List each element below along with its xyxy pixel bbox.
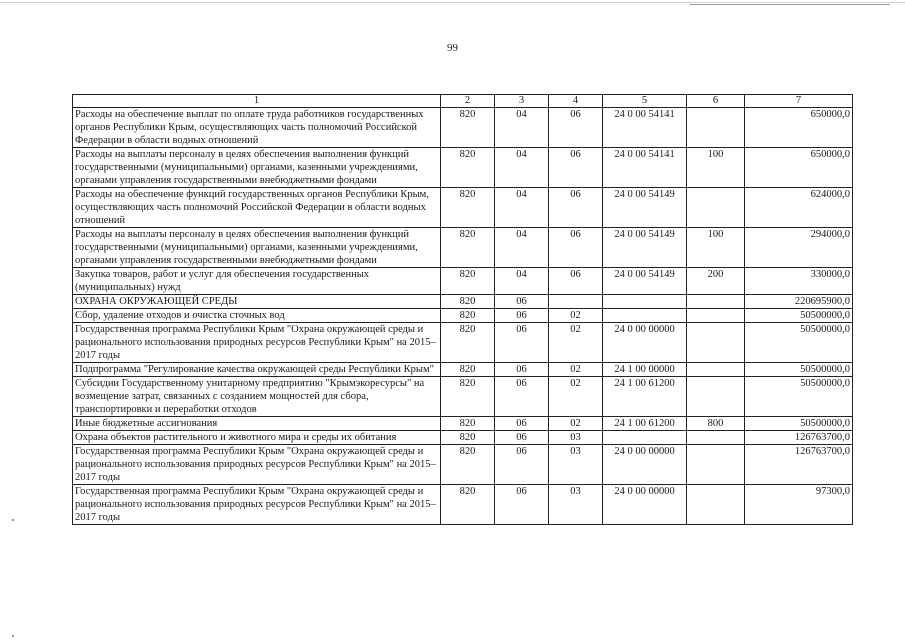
- subsection-code: 06: [549, 268, 603, 295]
- subsection-code: 02: [549, 363, 603, 377]
- scan-edge-line: [0, 2, 905, 3]
- amount: 50500000,0: [745, 377, 853, 417]
- table-header-row: [73, 95, 853, 108]
- expense-type-code: [687, 485, 745, 525]
- column-header: 3: [495, 95, 549, 108]
- table-row: [73, 363, 853, 377]
- amount: 50500000,0: [745, 323, 853, 363]
- column-header: 1: [73, 95, 441, 108]
- ministry-code: 820: [441, 188, 495, 228]
- row-description: Иные бюджетные ассигнования: [73, 417, 441, 431]
- section-code: 06: [495, 295, 549, 309]
- table-row: [73, 445, 853, 485]
- subsection-code: 03: [549, 485, 603, 525]
- target-article-code: 24 0 00 54141: [603, 108, 687, 148]
- ministry-code: 820: [441, 445, 495, 485]
- subsection-code: 02: [549, 377, 603, 417]
- row-description: ОХРАНА ОКРУЖАЮЩЕЙ СРЕДЫ: [73, 295, 441, 309]
- target-article-code: 24 0 00 54149: [603, 188, 687, 228]
- row-description: Субсидии Государственному унитарному предприятию "Крымэкоресурсы" на возмещение затрат, связанных с созданием мощностей для сбора, транспортировки и переработки отходов: [73, 377, 441, 417]
- row-description: Расходы на обеспечение выплат по оплате труда работников государственных органов Республики Крым, осуществляющих часть полномочий Российской Федерации в области водных отношений: [73, 108, 441, 148]
- table-row: [73, 295, 853, 309]
- subsection-code: [549, 295, 603, 309]
- ministry-code: 820: [441, 268, 495, 295]
- target-article-code: 24 1 00 00000: [603, 363, 687, 377]
- table-row: [73, 268, 853, 295]
- target-article-code: 24 0 00 00000: [603, 445, 687, 485]
- column-header: 2: [441, 95, 495, 108]
- section-code: 04: [495, 108, 549, 148]
- row-description: Закупка товаров, работ и услуг для обеспечения государственных (муниципальных) нужд: [73, 268, 441, 295]
- expense-type-code: [687, 295, 745, 309]
- section-code: 04: [495, 268, 549, 295]
- target-article-code: 24 0 00 00000: [603, 485, 687, 525]
- target-article-code: [603, 309, 687, 323]
- section-code: 04: [495, 188, 549, 228]
- ministry-code: 820: [441, 431, 495, 445]
- expense-type-code: [687, 108, 745, 148]
- expense-type-code: [687, 377, 745, 417]
- row-description: Сбор, удаление отходов и очистка сточных вод: [73, 309, 441, 323]
- column-header: 6: [687, 95, 745, 108]
- ministry-code: 820: [441, 309, 495, 323]
- amount: 126763700,0: [745, 431, 853, 445]
- target-article-code: 24 1 00 61200: [603, 377, 687, 417]
- scan-speck: [12, 635, 14, 637]
- section-code: 06: [495, 417, 549, 431]
- row-description: Расходы на обеспечение функций государственных органов Республики Крым, осуществляющих часть полномочий Российской Федерации в области водных отношений: [73, 188, 441, 228]
- expense-type-code: [687, 431, 745, 445]
- target-article-code: [603, 295, 687, 309]
- column-header: 5: [603, 95, 687, 108]
- ministry-code: 820: [441, 323, 495, 363]
- target-article-code: 24 0 00 00000: [603, 323, 687, 363]
- scan-edge-line: [690, 4, 890, 5]
- ministry-code: 820: [441, 108, 495, 148]
- column-header: 4: [549, 95, 603, 108]
- table-row: [73, 228, 853, 268]
- amount: 50500000,0: [745, 309, 853, 323]
- section-code: 06: [495, 309, 549, 323]
- ministry-code: 820: [441, 295, 495, 309]
- subsection-code: 02: [549, 323, 603, 363]
- expense-type-code: [687, 188, 745, 228]
- ministry-code: 820: [441, 377, 495, 417]
- target-article-code: 24 1 00 61200: [603, 417, 687, 431]
- subsection-code: 06: [549, 188, 603, 228]
- section-code: 04: [495, 228, 549, 268]
- table-row: [73, 188, 853, 228]
- subsection-code: 02: [549, 417, 603, 431]
- table-row: [73, 377, 853, 417]
- row-description: Расходы на выплаты персоналу в целях обеспечения выполнения функций государственными (муниципальными) органами, казенными учреждениями, органами управления государственными внебюджетными фондами: [73, 228, 441, 268]
- amount: 126763700,0: [745, 445, 853, 485]
- table-row: [73, 309, 853, 323]
- expense-type-code: [687, 309, 745, 323]
- row-description: Государственная программа Республики Крым "Охрана окружающей среды и рационального использования природных ресурсов Республики Крым" на 2015–2017 годы: [73, 485, 441, 525]
- target-article-code: [603, 431, 687, 445]
- scan-speck: [12, 519, 14, 521]
- expense-type-code: 100: [687, 148, 745, 188]
- row-description: Охрана объектов растительного и животного мира и среды их обитания: [73, 431, 441, 445]
- section-code: 06: [495, 445, 549, 485]
- expense-type-code: 100: [687, 228, 745, 268]
- ministry-code: 820: [441, 485, 495, 525]
- subsection-code: 03: [549, 445, 603, 485]
- subsection-code: 03: [549, 431, 603, 445]
- subsection-code: 06: [549, 148, 603, 188]
- table-row: [73, 108, 853, 148]
- amount: 294000,0: [745, 228, 853, 268]
- subsection-code: 06: [549, 228, 603, 268]
- expense-type-code: 800: [687, 417, 745, 431]
- amount: 650000,0: [745, 108, 853, 148]
- row-description: Государственная программа Республики Крым "Охрана окружающей среды и рационального использования природных ресурсов Республики Крым" на 2015–2017 годы: [73, 323, 441, 363]
- subsection-code: 06: [549, 108, 603, 148]
- ministry-code: 820: [441, 363, 495, 377]
- ministry-code: 820: [441, 417, 495, 431]
- row-description: Подпрограмма "Регулирование качества окружающей среды Республики Крым": [73, 363, 441, 377]
- amount: 624000,0: [745, 188, 853, 228]
- column-header: 7: [745, 95, 853, 108]
- subsection-code: 02: [549, 309, 603, 323]
- table-row: [73, 431, 853, 445]
- section-code: 06: [495, 431, 549, 445]
- table-row: [73, 485, 853, 525]
- amount: 50500000,0: [745, 363, 853, 377]
- amount: 50500000,0: [745, 417, 853, 431]
- expense-type-code: [687, 445, 745, 485]
- expense-type-code: [687, 323, 745, 363]
- target-article-code: 24 0 00 54149: [603, 268, 687, 295]
- expense-type-code: 200: [687, 268, 745, 295]
- table-row: [73, 148, 853, 188]
- section-code: 06: [495, 363, 549, 377]
- table-row: [73, 417, 853, 431]
- amount: 220695900,0: [745, 295, 853, 309]
- ministry-code: 820: [441, 148, 495, 188]
- amount: 650000,0: [745, 148, 853, 188]
- row-description: Государственная программа Республики Крым "Охрана окружающей среды и рационального использования природных ресурсов Республики Крым" на 2015–2017 годы: [73, 445, 441, 485]
- section-code: 06: [495, 377, 549, 417]
- table-row: [73, 323, 853, 363]
- budget-table: [72, 94, 853, 525]
- expense-type-code: [687, 363, 745, 377]
- ministry-code: 820: [441, 228, 495, 268]
- target-article-code: 24 0 00 54141: [603, 148, 687, 188]
- page-number: 99: [447, 42, 458, 54]
- target-article-code: 24 0 00 54149: [603, 228, 687, 268]
- section-code: 04: [495, 148, 549, 188]
- section-code: 06: [495, 323, 549, 363]
- row-description: Расходы на выплаты персоналу в целях обеспечения выполнения функций государственными (муниципальными) органами, казенными учреждениями, органами управления государственными внебюджетными фондами: [73, 148, 441, 188]
- section-code: 06: [495, 485, 549, 525]
- amount: 97300,0: [745, 485, 853, 525]
- amount: 330000,0: [745, 268, 853, 295]
